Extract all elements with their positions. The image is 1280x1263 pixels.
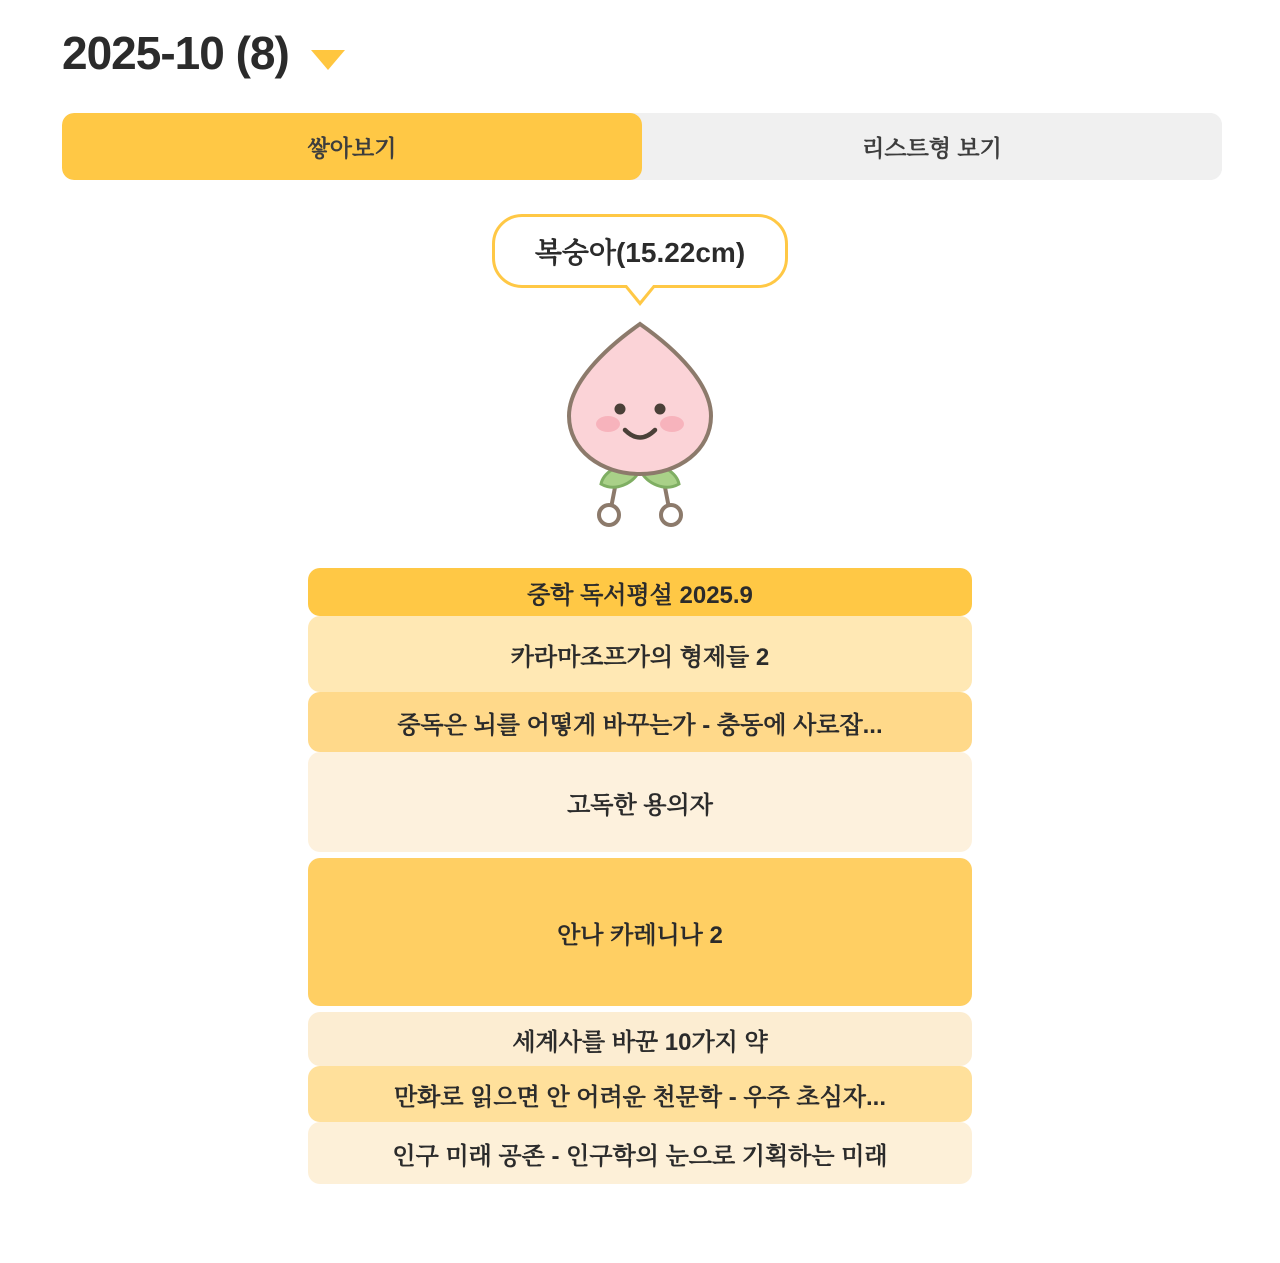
- book-item[interactable]: 만화로 읽으면 안 어려운 천문학 - 우주 초심자...: [308, 1066, 972, 1122]
- book-item[interactable]: 카라마조프가의 형제들 2: [308, 616, 972, 692]
- chevron-down-icon[interactable]: [311, 50, 345, 70]
- book-stack: [0, 568, 1280, 1184]
- book-item[interactable]: 중학 독서평설 2025.9: [308, 568, 972, 616]
- book-item[interactable]: 인구 미래 공존 - 인구학의 눈으로 기획하는 미래: [308, 1122, 972, 1184]
- book-item[interactable]: 중독은 뇌를 어떻게 바꾸는가 - 충동에 사로잡...: [308, 692, 972, 752]
- peach-character-icon: [0, 312, 1280, 542]
- book-item[interactable]: 세계사를 바꾼 10가지 약: [308, 1012, 972, 1066]
- book-item[interactable]: 안나 카레니나 2: [308, 858, 972, 1006]
- growth-bubble: 복숭아(15.22cm): [492, 214, 788, 288]
- book-item[interactable]: 고독한 용의자: [308, 752, 972, 852]
- page-header: [0, 0, 1280, 81]
- tab-stack-view[interactable]: 쌓아보기: [62, 113, 642, 180]
- view-toggle: [62, 113, 1222, 180]
- growth-bubble-wrap: [0, 214, 1280, 288]
- page-title: 2025-10 (8): [62, 27, 289, 79]
- tab-list-view[interactable]: 리스트형 보기: [642, 113, 1222, 180]
